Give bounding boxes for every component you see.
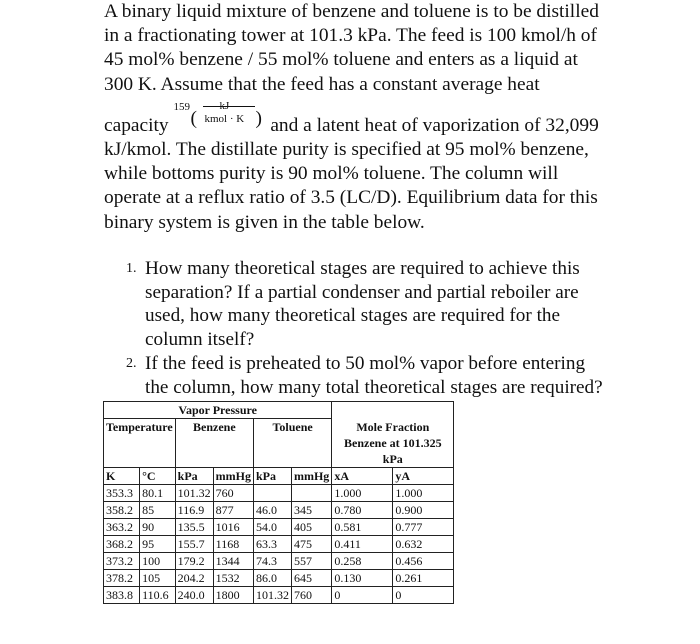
table-row <box>104 535 454 552</box>
table-cell: 363.2 <box>104 518 140 535</box>
table-cell: 0.258 <box>332 552 393 569</box>
table-cell: 110.6 <box>140 586 176 603</box>
table-row <box>104 484 454 501</box>
mole-fraction-header: Mole Fraction Benzene at 101.325 kPa <box>332 419 454 468</box>
table-cell: 0.780 <box>332 501 393 518</box>
table-cell: 95 <box>140 535 176 552</box>
problem-line: 300 K. Assume that the feed has a constant average heat <box>104 73 540 95</box>
table-cell: 345 <box>291 501 331 518</box>
benzene-header: Benzene <box>175 419 253 468</box>
table-cell: 0.130 <box>332 569 393 586</box>
table-cell: 0.261 <box>393 569 454 586</box>
unit-cell: yA <box>393 467 454 484</box>
unit-cell: mmHg <box>213 467 253 484</box>
unit-cell: kPa <box>253 467 291 484</box>
unit-cell: kPa <box>175 467 213 484</box>
problem-line: A binary liquid mixture of benzene and toluene is to be distilled <box>104 1 599 22</box>
table-cell: 86.0 <box>253 569 291 586</box>
unit-cell: K <box>104 467 140 484</box>
heat-capacity-fraction: ( 159 kJ kmol · K ) <box>173 107 265 131</box>
table-cell: 1.000 <box>332 484 393 501</box>
table-cell: 101.32 <box>175 484 213 501</box>
table-cell: 116.9 <box>175 501 213 518</box>
table-row <box>104 518 454 535</box>
question-line: column itself? <box>145 328 255 350</box>
table-cell: 105 <box>140 569 176 586</box>
table-cell: 405 <box>291 518 331 535</box>
heat-capacity-denominator: kmol · K <box>204 112 245 125</box>
table-cell: 475 <box>291 535 331 552</box>
table-cell: 240.0 <box>175 586 213 603</box>
question-item <box>126 352 656 399</box>
table-cell: 135.5 <box>175 518 213 535</box>
table-cell: 90 <box>140 518 176 535</box>
table-row <box>104 501 454 518</box>
table-cell: 368.2 <box>104 535 140 552</box>
table-cell <box>291 484 331 501</box>
table-cell: 1168 <box>213 535 253 552</box>
problem-line-heat-capacity <box>104 99 664 138</box>
table-cell: 760 <box>213 484 253 501</box>
problem-line: kJ/kmol. The distillate purity is specified at 95 mol% benzene, <box>104 139 589 161</box>
table-cell: 0 <box>393 586 454 603</box>
problem-statement <box>104 0 664 235</box>
heat-capacity-numerator: kJ <box>219 99 230 112</box>
table-cell: 0 <box>332 586 393 603</box>
units-row <box>104 467 454 484</box>
table-cell: 877 <box>213 501 253 518</box>
vapor-pressure-header: Vapor Pressure <box>104 402 332 419</box>
problem-line: operate at a reflux ratio of 3.5 (LC/D). Equilibrium data for this <box>104 187 598 209</box>
heat-capacity-label: capacity <box>104 114 169 136</box>
table-cell: 1532 <box>213 569 253 586</box>
table-cell: 101.32 <box>253 586 291 603</box>
table-row <box>104 569 454 586</box>
table-row <box>104 552 454 569</box>
table-cell <box>253 484 291 501</box>
question-line: If the feed is preheated to 50 mol% vapor before entering <box>145 353 586 375</box>
table-cell: 80.1 <box>140 484 176 501</box>
problem-line: in a fractionating tower at 101.3 kPa. The feed is 100 kmol/h of <box>104 25 597 47</box>
table-cell: 0.456 <box>393 552 454 569</box>
question-line: separation? If a partial condenser and partial reboiler are <box>145 281 579 303</box>
table-cell: 383.8 <box>104 586 140 603</box>
unit-cell: °C <box>140 467 176 484</box>
question-line: the column, how many total theoretical stages are required? <box>145 376 603 398</box>
question-number: 2. <box>126 356 137 372</box>
latent-heat-text: and a latent heat of vaporization of 32,099 <box>270 114 599 136</box>
table-cell: 1344 <box>213 552 253 569</box>
table-cell: 100 <box>140 552 176 569</box>
table-cell: 760 <box>291 586 331 603</box>
table-cell: 0.777 <box>393 518 454 535</box>
question-line: How many theoretical stages are required to achieve this <box>145 258 580 279</box>
table-cell: 1800 <box>213 586 253 603</box>
temperature-header: Temperature <box>104 419 176 468</box>
table-cell: 373.2 <box>104 552 140 569</box>
equilibrium-data-table <box>103 401 454 604</box>
heat-capacity-coefficient: 159 <box>173 100 190 113</box>
table-cell: 0.632 <box>393 535 454 552</box>
table-cell: 1016 <box>213 518 253 535</box>
problem-line: 45 mol% benzene / 55 mol% toluene and enters as a liquid at <box>104 49 578 71</box>
table-cell: 0.411 <box>332 535 393 552</box>
table-row <box>104 586 454 603</box>
unit-cell: xA <box>332 467 393 484</box>
table-cell: 353.3 <box>104 484 140 501</box>
question-item <box>126 257 656 351</box>
problem-line: binary system is given in the table below. <box>104 211 425 233</box>
table-cell: 74.3 <box>253 552 291 569</box>
table-cell: 0.581 <box>332 518 393 535</box>
table-cell: 63.3 <box>253 535 291 552</box>
question-line: used, how many theoretical stages are required for the <box>145 305 561 327</box>
question-number: 1. <box>126 261 137 276</box>
problem-line: while bottoms purity is 90 mol% toluene. The column will <box>104 163 559 185</box>
table-cell: 46.0 <box>253 501 291 518</box>
table-cell: 358.2 <box>104 501 140 518</box>
table-cell: 85 <box>140 501 176 518</box>
unit-cell: mmHg <box>291 467 331 484</box>
table-cell: 179.2 <box>175 552 213 569</box>
table-cell: 155.7 <box>175 535 213 552</box>
question-list <box>126 257 656 401</box>
table-cell: 557 <box>291 552 331 569</box>
table-body <box>104 484 454 603</box>
table-cell: 0.900 <box>393 501 454 518</box>
table-cell: 54.0 <box>253 518 291 535</box>
toluene-header: Toluene <box>253 419 331 468</box>
table-cell: 645 <box>291 569 331 586</box>
table-cell: 378.2 <box>104 569 140 586</box>
table-cell: 204.2 <box>175 569 213 586</box>
table-cell: 1.000 <box>393 484 454 501</box>
